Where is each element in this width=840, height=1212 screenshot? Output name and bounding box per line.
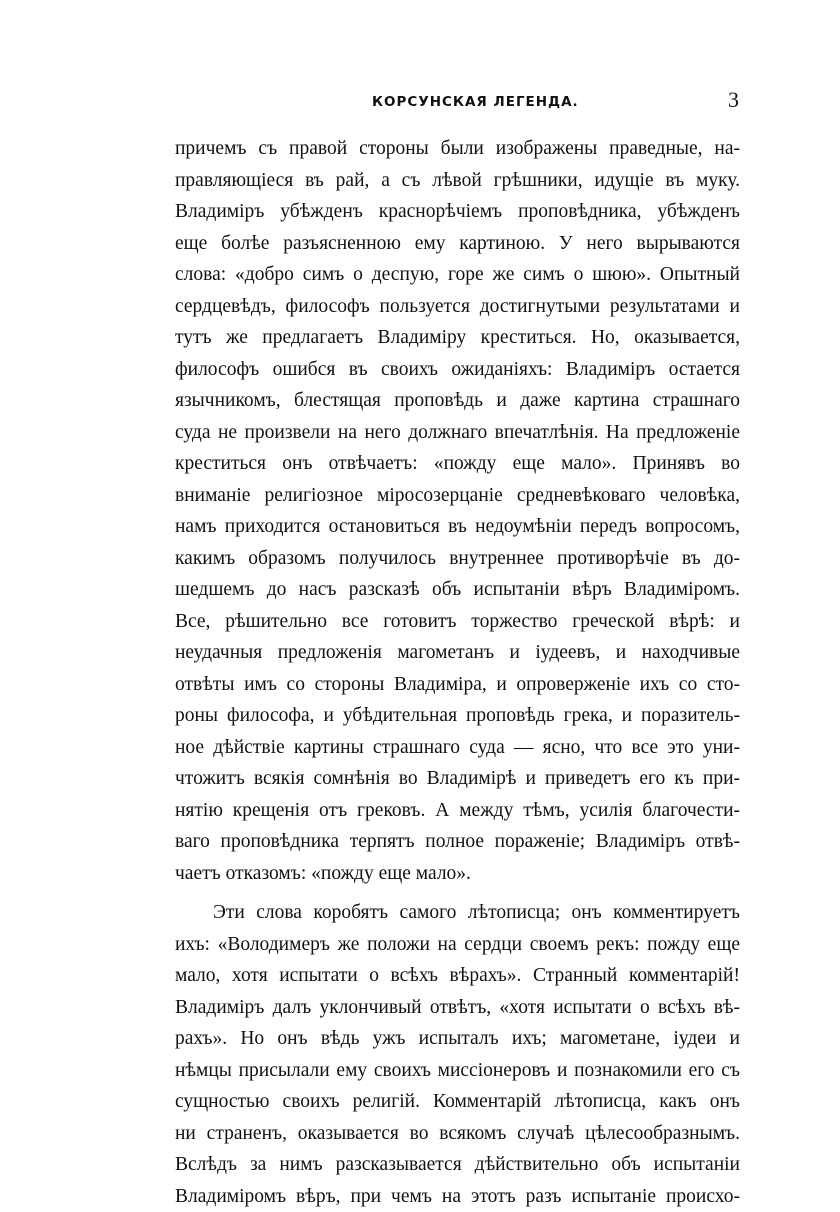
- running-head: [0, 92, 840, 116]
- text-line: еще болѣе разъясненною ему картиною. У него вырываются: [175, 228, 740, 260]
- text-line: мало, хотя испытати о всѣхъ вѣрахъ». Странный комментарій!: [175, 960, 740, 992]
- text-line: правляющіеся въ рай, а съ лѣвой грѣшники, идущіе въ муку.: [175, 165, 740, 197]
- text-line: слова: «добро симъ о деспую, горе же симъ о шюю». Опытный: [175, 259, 740, 291]
- running-title: КОРСУНСКАЯ ЛЕГЕНДА.: [372, 92, 579, 112]
- text-line: Владиміромъ вѣръ, при чемъ на этотъ разъ испытаніе происхо-: [175, 1181, 740, 1212]
- text-line: неудачныя предложенія магометанъ и іудеевъ, и находчивые: [175, 637, 740, 669]
- text-line: Эти слова коробятъ самого лѣтописца; онъ комментируетъ: [175, 897, 740, 929]
- paragraph-1: [175, 133, 740, 889]
- text-line: сущностью своихъ религій. Комментарій лѣтописца, какъ онъ: [175, 1086, 740, 1118]
- paragraph-2: [175, 897, 740, 1212]
- text-line: намъ приходится остановиться въ недоумѣніи передъ вопросомъ,: [175, 511, 740, 543]
- text-line: Владиміръ далъ уклончивый отвѣтъ, «хотя испытати о всѣхъ вѣ-: [175, 992, 740, 1024]
- text-line: Владиміръ убѣжденъ краснорѣчіемъ проповѣдника, убѣжденъ: [175, 196, 740, 228]
- text-line: ни страненъ, оказывается во всякомъ случаѣ цѣлесообразнымъ.: [175, 1118, 740, 1150]
- text-line: отвѣты имъ со стороны Владиміра, и опроверженіе ихъ со сто-: [175, 669, 740, 701]
- text-body: [175, 133, 740, 1212]
- text-line: нѣмцы присылали ему своихъ миссіонеровъ и познакомили его съ: [175, 1055, 740, 1087]
- page-number: 3: [728, 88, 739, 112]
- text-line: вниманіе религіозное міросозерцаніе средневѣковаго человѣка,: [175, 480, 740, 512]
- text-line: причемъ съ правой стороны были изображены праведные, на-: [175, 133, 740, 165]
- text-line: нятію крещенія отъ грековъ. А между тѣмъ, усилія благочести-: [175, 795, 740, 827]
- text-line: суда не произвели на него должнаго впечатлѣнія. На предложеніе: [175, 417, 740, 449]
- text-line: рахъ». Но онъ вѣдь ужъ испыталъ ихъ; магометане, іудеи и: [175, 1023, 740, 1055]
- text-line: шедшемъ до насъ разсказѣ объ испытаніи вѣръ Владиміромъ.: [175, 574, 740, 606]
- text-line: тутъ же предлагаетъ Владиміру креститься. Но, оказывается,: [175, 322, 740, 354]
- text-line: чаетъ отказомъ: «пожду еще мало».: [175, 858, 740, 890]
- text-line: креститься онъ отвѣчаетъ: «пожду еще мало». Принявъ во: [175, 448, 740, 480]
- text-line: ихъ: «Володимеръ же положи на сердци своемъ рекъ: пожду еще: [175, 929, 740, 961]
- text-line: сердцевѣдъ, философъ пользуется достигнутыми результатами и: [175, 291, 740, 323]
- text-line: ное дѣйствіе картины страшнаго суда — ясно, что все это уни-: [175, 732, 740, 764]
- text-line: язычникомъ, блестящая проповѣдь и даже картина страшнаго: [175, 385, 740, 417]
- text-line: роны философа, и убѣдительная проповѣдь грека, и поразитель-: [175, 700, 740, 732]
- text-line: ваго проповѣдника терпятъ полное пораженіе; Владиміръ отвѣ-: [175, 826, 740, 858]
- text-line: какимъ образомъ получилось внутреннее противорѣчіе въ до-: [175, 543, 740, 575]
- text-line: чтожитъ всякія сомнѣнія во Владимірѣ и приведетъ его къ при-: [175, 763, 740, 795]
- text-line: Все, рѣшительно все готовитъ торжество греческой вѣрѣ: и: [175, 606, 740, 638]
- text-line: философъ ошибся въ своихъ ожиданіяхъ: Владиміръ остается: [175, 354, 740, 386]
- text-line: Вслѣдъ за нимъ разсказывается дѣйствительно объ испытаніи: [175, 1149, 740, 1181]
